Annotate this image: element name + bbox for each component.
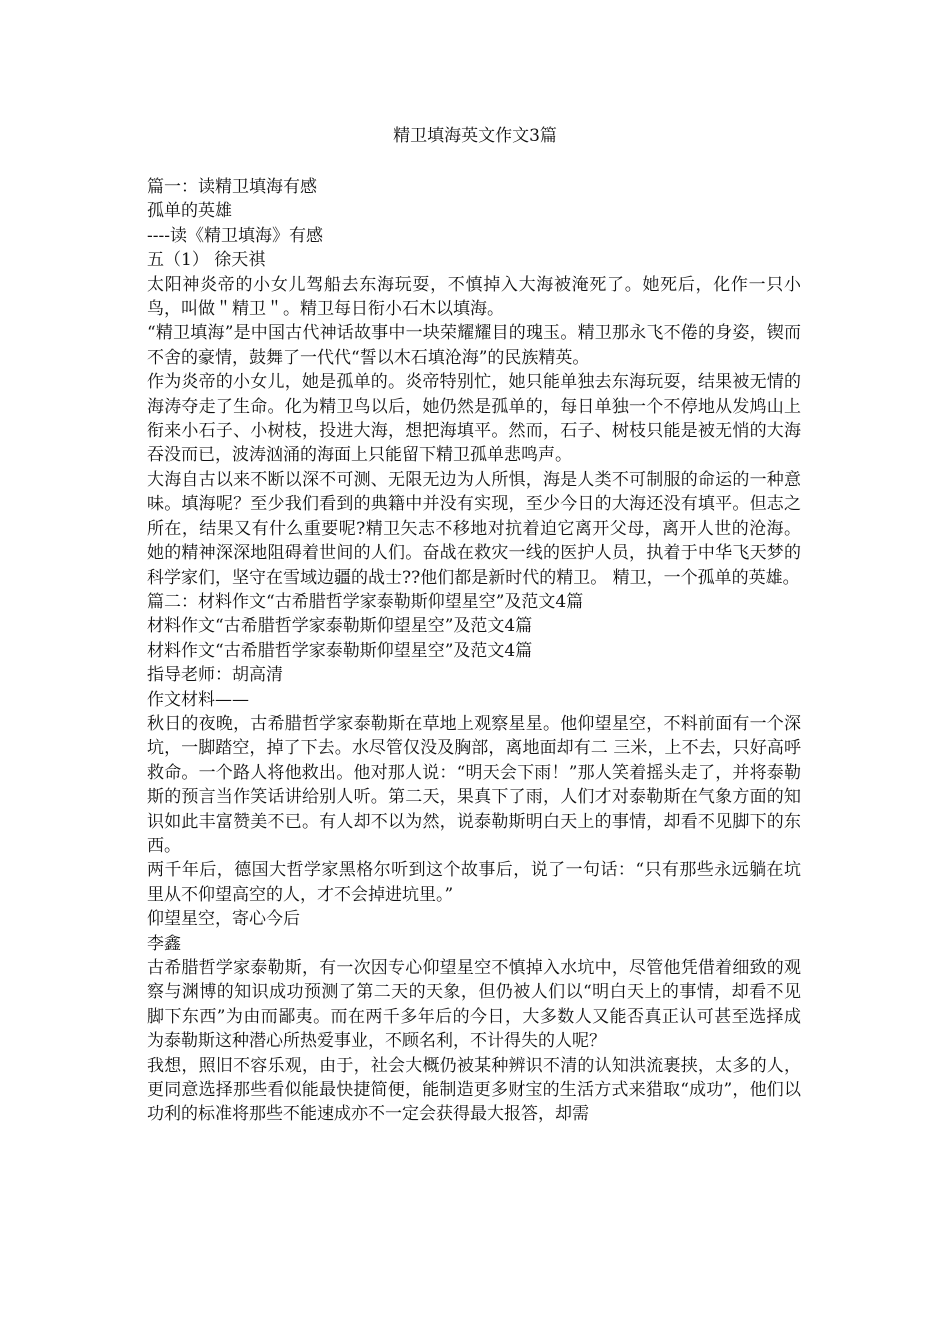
- essay-title: 孤单的英雄: [147, 201, 232, 222]
- essay-title: 仰望星空，寄心今后: [147, 909, 300, 930]
- paragraph: “精卫填海”是中国古代神话故事中一块荣耀耀目的瑰玉。精卫那永飞不倦的身姿，锲而不舍的豪情，鼓舞了一代代“誓以木石填沧海”的民族精英。: [147, 323, 801, 368]
- heading-line: 材料作文“古希腊哲学家泰勒斯仰望星空”及范文4篇: [147, 640, 533, 661]
- section-heading: 篇一：读精卫填海有感: [147, 177, 317, 197]
- author-line: 五（1） 徐天祺: [147, 250, 266, 271]
- paragraph: 我想，照旧不容乐观，由于，社会大概仍被某种辨识不清的认知洪流裹挟，太多的人，更同意选择那些看似能最快捷简便，能制造更多财宝的生活方式来猎取“成功”，他们以功利的标准将那些不能速成亦不一定会获得最大报答，却需: [147, 1055, 801, 1125]
- page-title: 精卫填海英文作文3篇: [393, 126, 557, 146]
- material-label: 作文材料——: [147, 689, 249, 710]
- paragraph: 大海自古以来不断以深不可测、无限无边为人所惧，海是人类不可制服的命运的一种意味。填海呢？至少我们看到的典籍中并没有实现，至少今日的大海还没有填平。但志之所在，结果又有什么重要呢?精卫矢志不移地对抗着迫它离开父母，离开人世的沧海。她的精神深深地阻碍着世间的人们。奋战在救灾一线的医护人员，执着于中华飞天梦的科学家们，坚守在雪域边疆的战士??他们都是新时代的精卫。 精卫，一个孤单的英雄。: [147, 469, 801, 588]
- essay-subtitle: ----读《精卫填海》有感: [147, 225, 323, 246]
- teacher-line: 指导老师：胡高清: [147, 665, 283, 686]
- heading-line: 材料作文“古希腊哲学家泰勒斯仰望星空”及范文4篇: [147, 616, 533, 637]
- paragraph: 秋日的夜晚，古希腊哲学家泰勒斯在草地上观察星星。他仰望星空，不料前面有一个深坑，一脚踏空，掉了下去。水尽管仅没及胸部，离地面却有二 三米，上不去，只好高呼救命。一个路人将他救出。他对那人说：“明天会下雨！”那人笑着摇头走了，并将泰勒斯的预言当作笑话讲给别人听。第二天，果真下了雨，人们才对泰勒斯在气象方面的知识如此丰富赞美不已。有人却不以为然，说泰勒斯明白天上的事情，却看不见脚下的东西。: [147, 713, 801, 856]
- section-heading: 篇二：材料作文“古希腊哲学家泰勒斯仰望星空”及范文4篇: [147, 591, 584, 612]
- paragraph: 作为炎帝的小女儿，她是孤单的。炎帝特别忙，她只能单独去东海玩耍，结果被无情的海涛夺走了生命。化为精卫鸟以后，她仍然是孤单的，每日单独一个不停地从发鸠山上衔来小石子、小树枝，投进大海，想把海填平。然而，石子、树枝只能是被无悄的大海吞没而已，波涛汹涌的海面上只能留下精卫孤单悲鸣声。: [147, 372, 801, 466]
- document-body: [147, 175, 801, 1127]
- paragraph: 太阳神炎帝的小女儿驾船去东海玩耍，不慎掉入大海被淹死了。她死后，化作一只小鸟，叫做＂精卫＂。精卫每日衔小石木以填海。: [147, 274, 801, 320]
- paragraph: 两千年后，德国大哲学家黑格尔听到这个故事后，说了一句话：“只有那些永远躺在坑里从不仰望高空的人，才不会掉进坑里。”: [147, 860, 801, 905]
- author-line: 李鑫: [147, 933, 181, 954]
- paragraph: 古希腊哲学家泰勒斯，有一次因专心仰望星空不慎掉入水坑中，尽管他凭借着细致的观察与渊博的知识成功预测了第二天的天象，但仍被人们以“明白天上的事情，却看不见脚下东西”为由而鄙夷。而在两千多年后的今日，大多数人又能否真正认可甚至选择成为泰勒斯这种潜心所热爱事业，不顾名利，不计得失的人呢？: [147, 958, 801, 1052]
